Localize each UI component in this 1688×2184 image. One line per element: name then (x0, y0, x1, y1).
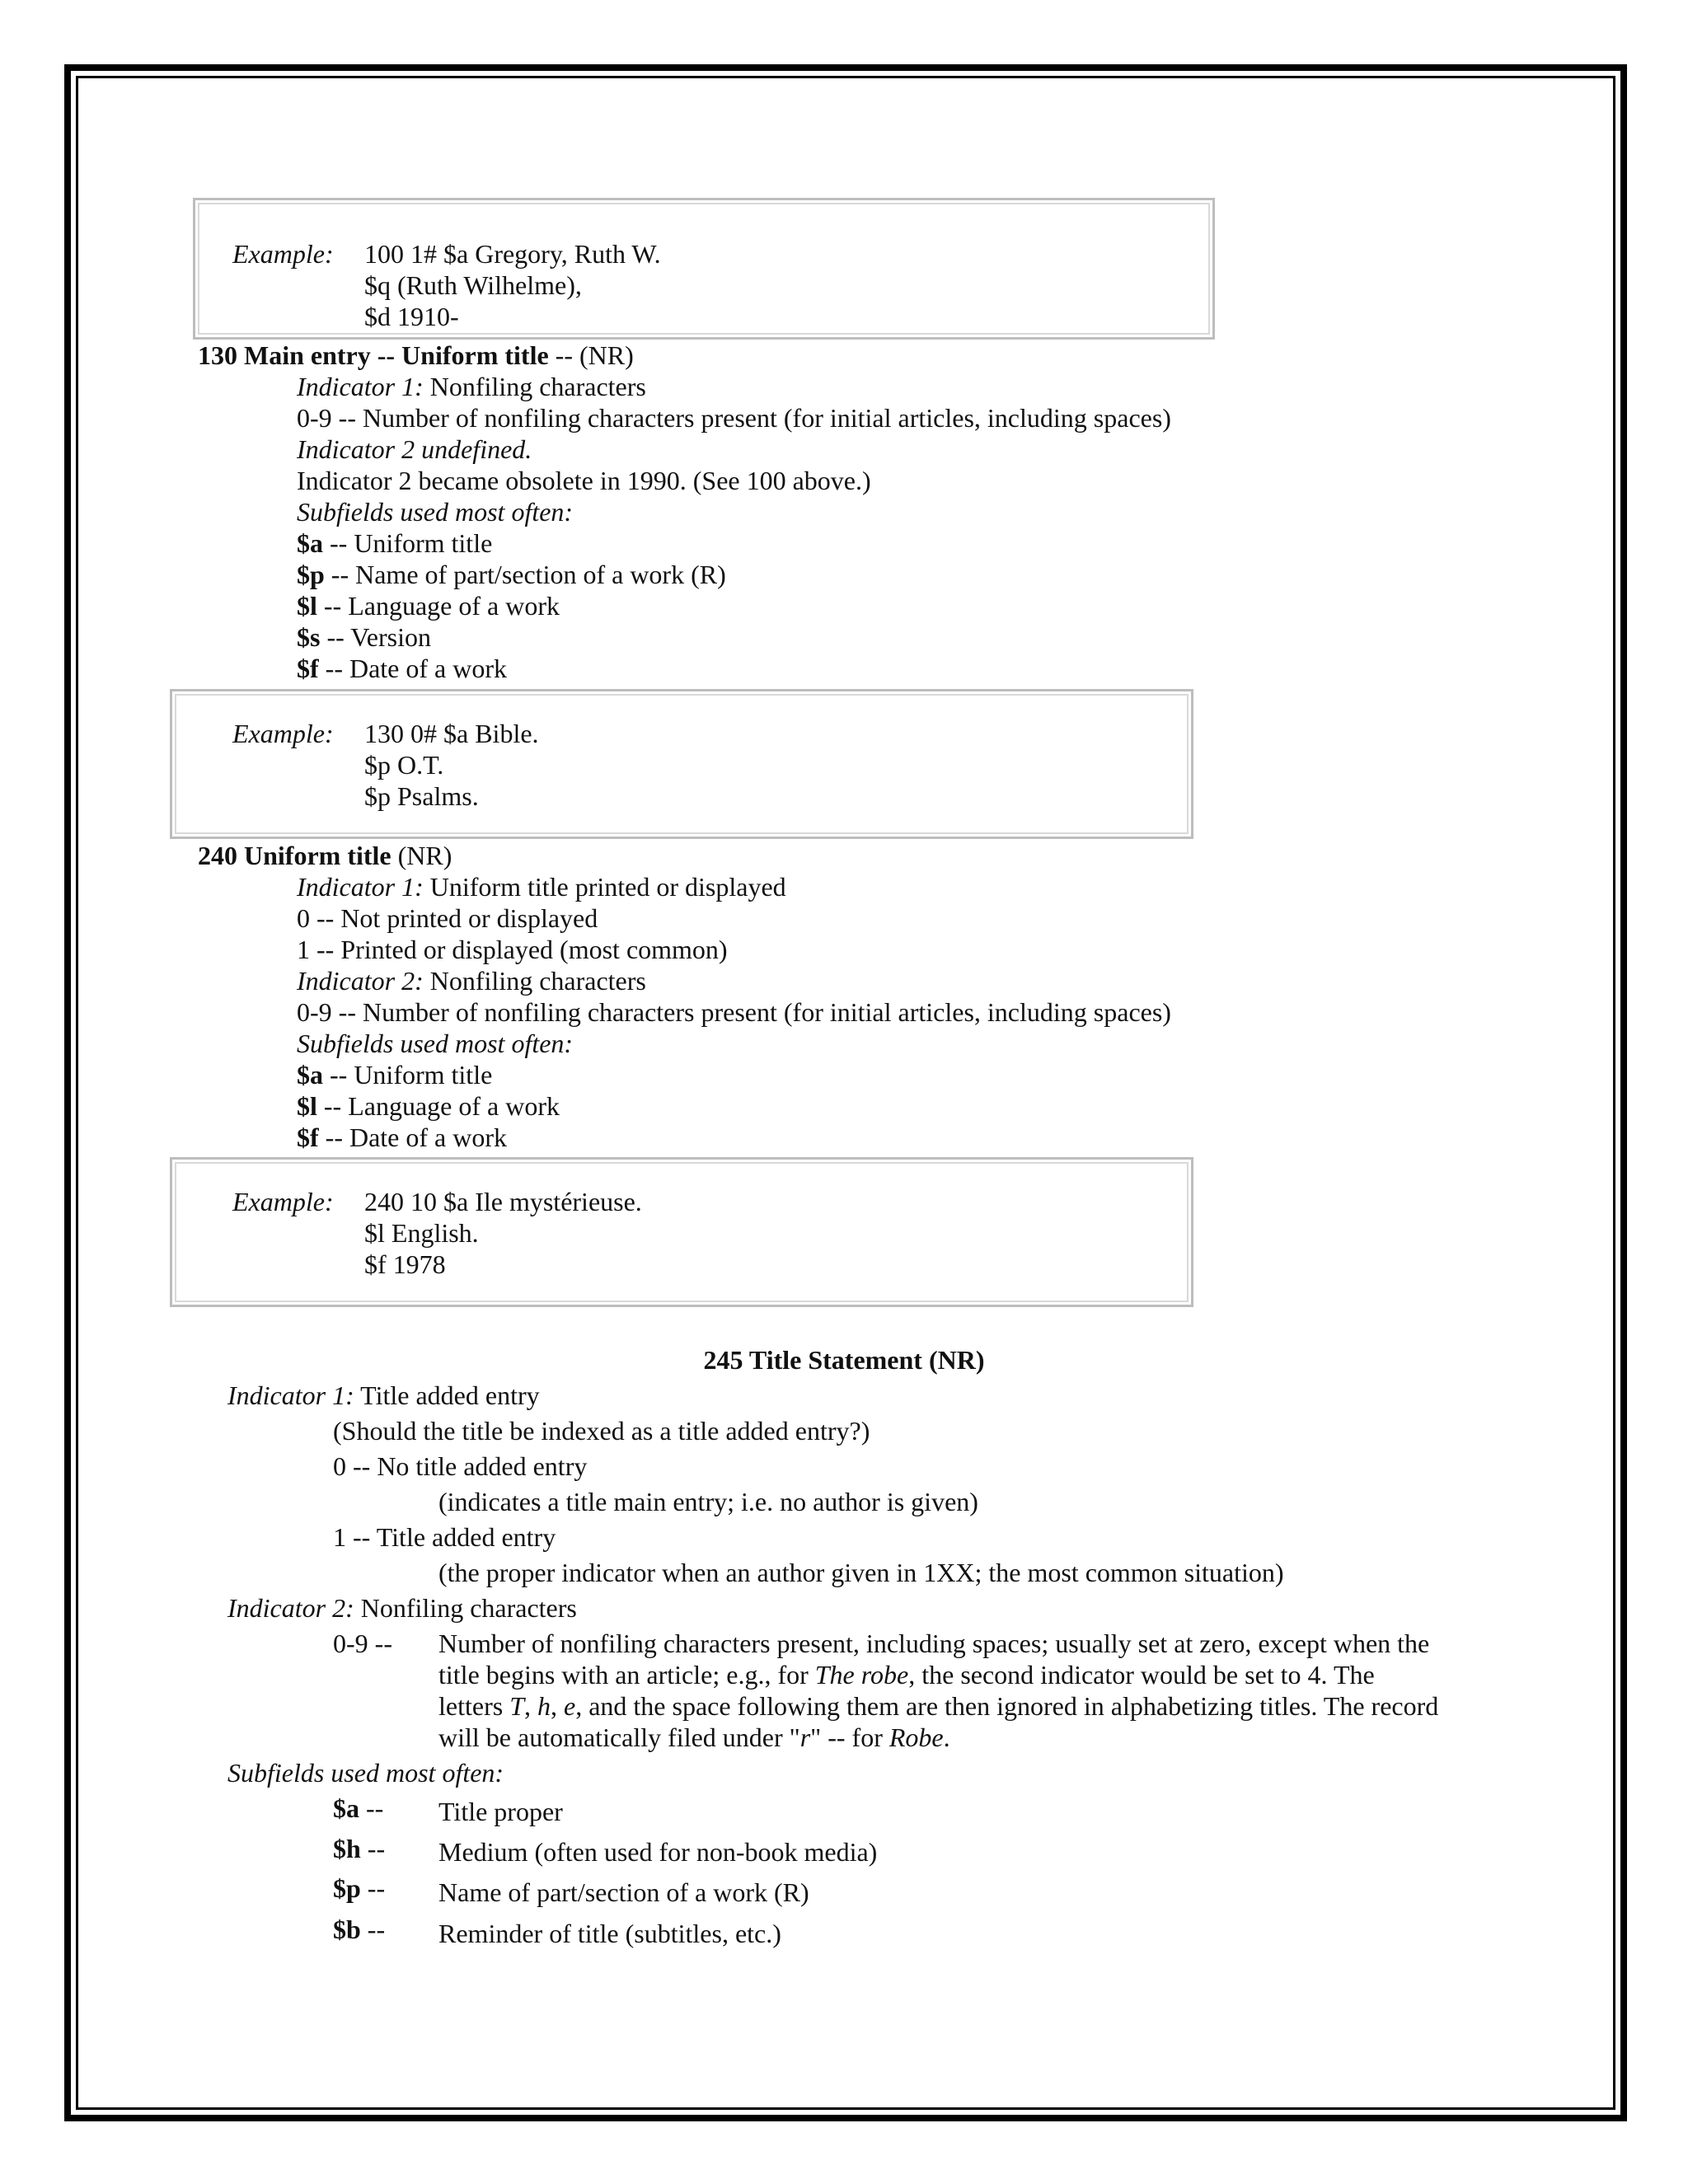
example-label: Example: (232, 239, 334, 269)
field-245-range: 0-9 -- (333, 1629, 392, 1658)
subfield-code: $l (297, 591, 317, 621)
example-label: Example: (232, 719, 334, 748)
subfield-dash: -- (360, 1873, 386, 1903)
subfield-desc: -- Name of part/section of a work (R) (324, 560, 726, 589)
field-240-subfields-label: Subfields used most often: (297, 1029, 574, 1058)
example-line: $p Psalms. (364, 781, 479, 811)
subfield-code-cell (333, 1914, 385, 1945)
subfield-code: $s (297, 622, 321, 652)
subfield-code: $a (297, 528, 323, 558)
subfield-code: $l (297, 1091, 317, 1121)
example-label: Example: (232, 1187, 334, 1216)
subfield-code: $a (333, 1793, 359, 1823)
subfield-code: $p (333, 1873, 361, 1903)
desc-text: , (523, 1691, 537, 1721)
subfield-code: $a (297, 1060, 323, 1090)
desc-text: , (550, 1691, 564, 1721)
ind1-value: Nonfiling characters (423, 372, 646, 401)
desc-text: will be automatically filed under " (438, 1722, 800, 1752)
subfield-desc: -- Uniform title (323, 1060, 493, 1090)
subfield-code-cell (333, 1793, 383, 1824)
subfield-item (297, 621, 431, 653)
subfield-desc: -- Language of a work (316, 591, 560, 621)
field-240-ind1 (297, 871, 786, 902)
field-130-ind2-line: Indicator 2 became obsolete in 1990. (See 100 above.) (297, 466, 871, 495)
example-line: 130 0# $a Bible. (364, 719, 539, 748)
desc-text: " -- for (810, 1722, 889, 1752)
subfield-desc: -- Uniform title (323, 528, 493, 558)
field-245-opt0-note: (indicates a title main entry; i.e. no author is given) (438, 1487, 978, 1516)
ind2-value: Nonfiling characters (354, 1593, 577, 1623)
ind2-label: Indicator 2: (227, 1593, 354, 1623)
desc-italic: The robe (814, 1660, 909, 1690)
example-line: $p O.T. (364, 750, 444, 780)
desc-italic: h (537, 1691, 551, 1721)
field-245-title: 245 Title Statement (NR) (703, 1345, 985, 1375)
field-130-heading-bold: 130 Main entry -- Uniform title (198, 340, 549, 370)
subfield-item (297, 527, 492, 559)
subfield-code-cell (333, 1833, 385, 1864)
example-line: $f 1978 (364, 1249, 446, 1279)
desc-text: title begins with an article; e.g., for (438, 1660, 815, 1690)
subfield-item (297, 590, 560, 621)
field-240-ind1-line: 1 -- Printed or displayed (most common) (297, 935, 728, 964)
subfield-dash: -- (359, 1793, 384, 1823)
subfield-code: $f (297, 1122, 319, 1152)
field-240-heading-rest: (NR) (391, 841, 452, 870)
example-box-240-inner (175, 1162, 1189, 1302)
subfield-item (297, 1090, 560, 1122)
field-245-ind1-question: (Should the title be indexed as a title added entry?) (333, 1416, 870, 1446)
field-245-desc-line (438, 1722, 950, 1753)
example-line: 240 10 $a Ile mystérieuse. (364, 1187, 642, 1216)
example-box-100-inner (198, 203, 1210, 335)
example-line: 100 1# $a Gregory, Ruth W. (364, 239, 661, 269)
ind1-label: Indicator 1: (297, 372, 424, 401)
desc-text: , and the space following them are then ignored in alphabetizing titles. The record (575, 1691, 1439, 1721)
desc-text: . (943, 1722, 950, 1752)
field-240-ind2 (297, 965, 646, 996)
desc-italic: Robe (889, 1722, 944, 1752)
subfield-code: $f (297, 654, 319, 683)
ind2-label: Indicator 2: (297, 966, 424, 996)
subfield-desc: Reminder of title (subtitles, etc.) (438, 1919, 781, 1948)
subfield-desc: Title proper (438, 1797, 563, 1826)
ind1-value: Uniform title printed or displayed (423, 872, 786, 902)
field-245-desc-line (438, 1659, 1375, 1690)
ind1-value: Title added entry (354, 1380, 540, 1410)
field-245-opt0: 0 -- No title added entry (333, 1451, 588, 1481)
field-245-opt1-note: (the proper indicator when an author given in 1XX; the most common situation) (438, 1558, 1284, 1587)
field-240-heading-bold: 240 Uniform title (198, 841, 392, 870)
field-130-ind2-label: Indicator 2 undefined. (297, 434, 532, 464)
subfield-item (297, 653, 507, 684)
example-line: $q (Ruth Wilhelme), (364, 270, 582, 300)
desc-text: , the second indicator would be set to 4. The (908, 1660, 1375, 1690)
desc-text: letters (438, 1691, 510, 1721)
subfield-desc: -- Date of a work (318, 1122, 507, 1152)
ind1-label: Indicator 1: (297, 872, 424, 902)
field-245-desc-line (438, 1690, 1438, 1722)
subfield-desc: Medium (often used for non-book media) (438, 1837, 878, 1867)
subfield-desc: Name of part/section of a work (R) (438, 1877, 809, 1907)
desc-italic: e (563, 1691, 576, 1721)
desc-italic: r (799, 1722, 811, 1752)
subfield-desc: -- Version (320, 622, 431, 652)
example-line: $d 1910- (364, 302, 459, 331)
subfield-code-cell (333, 1872, 385, 1904)
field-240-heading (198, 840, 452, 871)
field-130-subfields-label: Subfields used most often: (297, 497, 574, 527)
subfield-code: $b (333, 1915, 361, 1944)
field-245-opt1: 1 -- Title added entry (333, 1522, 556, 1552)
field-130-ind1-line: 0-9 -- Number of nonfiling characters present (for initial articles, including spaces) (297, 403, 1171, 433)
example-box-130-inner (175, 694, 1189, 834)
subfield-code: $p (297, 560, 325, 589)
field-245-ind1 (227, 1380, 540, 1411)
field-245-subfields-label: Subfields used most often: (227, 1758, 504, 1788)
subfield-item (297, 1122, 507, 1153)
subfield-desc: -- Language of a work (316, 1091, 560, 1121)
subfield-desc: -- Date of a work (318, 654, 507, 683)
example-line: $l English. (364, 1218, 479, 1248)
subfield-item (297, 1059, 492, 1090)
subfield-item (297, 559, 726, 590)
ind1-label: Indicator 1: (227, 1380, 354, 1410)
field-130-heading (198, 340, 634, 371)
field-245-ind2 (227, 1592, 577, 1624)
field-240-ind1-line: 0 -- Not printed or displayed (297, 903, 598, 933)
field-240-ind2-line: 0-9 -- Number of nonfiling characters present (for initial articles, including spaces) (297, 997, 1171, 1027)
field-130-ind1 (297, 371, 646, 402)
field-245-desc-line: Number of nonfiling characters present, including spaces; usually set at zero, except when the (438, 1629, 1430, 1658)
ind2-value: Nonfiling characters (423, 966, 646, 996)
field-130-heading-rest: -- (NR) (548, 340, 634, 370)
desc-italic: T (509, 1691, 524, 1721)
subfield-dash: -- (360, 1834, 386, 1863)
subfield-dash: -- (360, 1915, 386, 1944)
subfield-code: $h (333, 1834, 361, 1863)
